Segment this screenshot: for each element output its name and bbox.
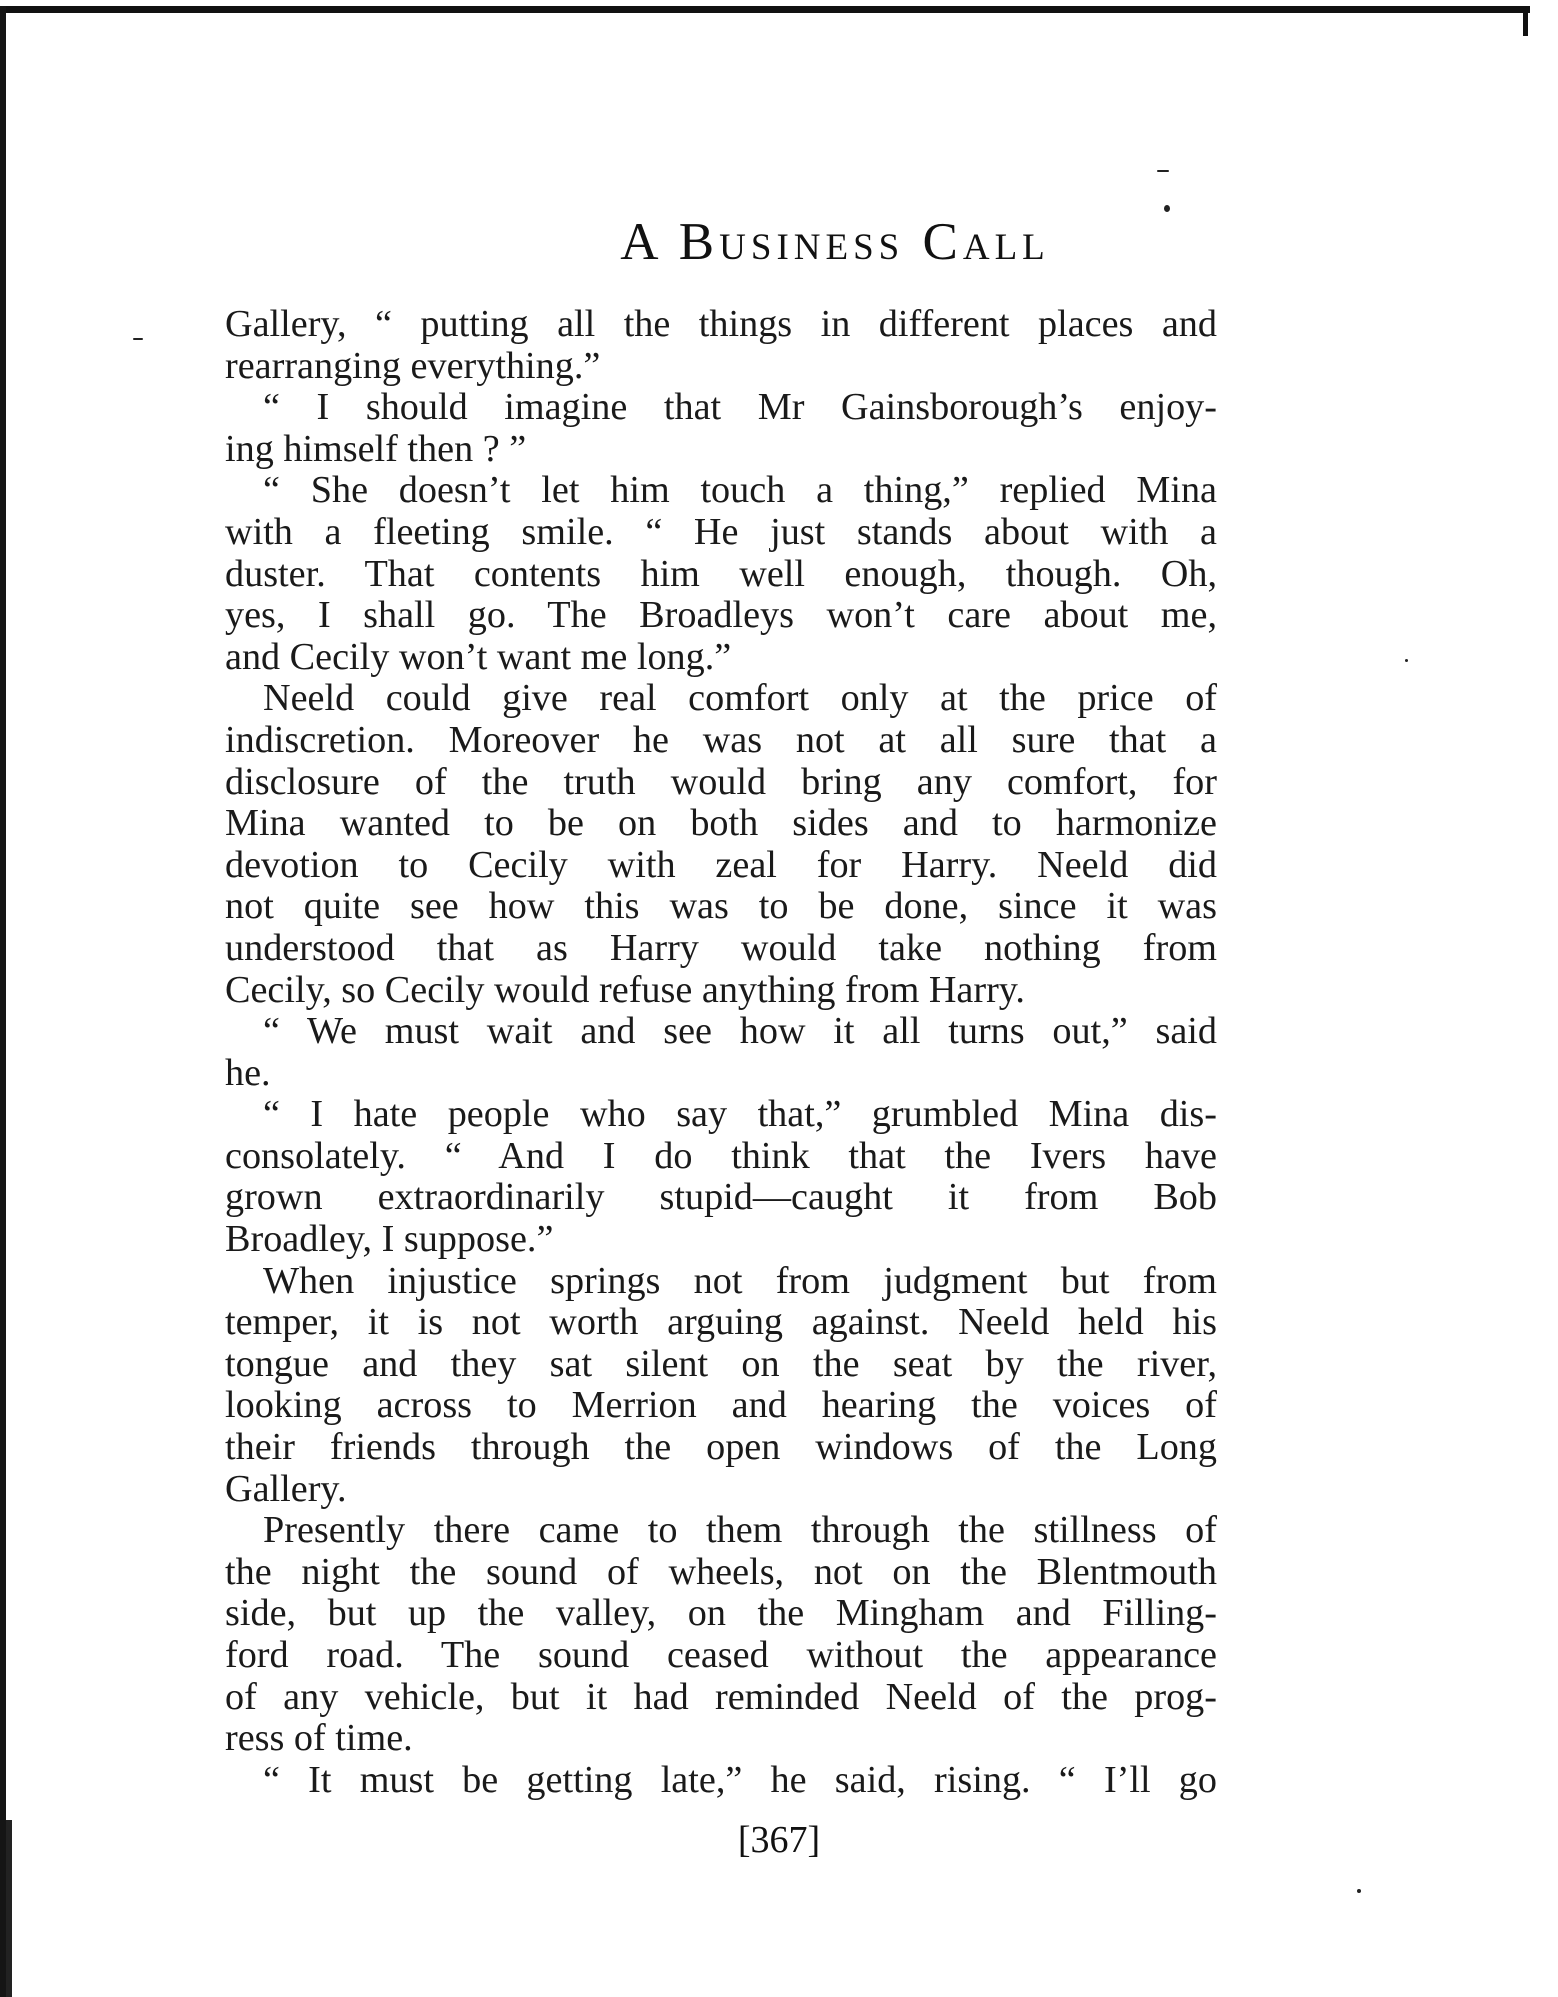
scan-speck <box>1405 659 1408 662</box>
scan-speck <box>1357 1889 1361 1893</box>
text-line: duster. That contents him well enough, though. Oh, <box>225 552 1217 595</box>
text-line: tongue and they sat silent on the seat by the river, <box>225 1342 1217 1385</box>
text-line: disclosure of the truth would bring any comfort, for <box>225 760 1217 803</box>
text-line: “ I should imagine that Mr Gainsborough’s enjoy- <box>263 386 1217 429</box>
text-line: the night the sound of wheels, not on the Blentmouth <box>225 1550 1217 1593</box>
text-line: Broadley, I suppose.” <box>225 1218 554 1261</box>
text-line: ress of time. <box>225 1717 413 1760</box>
text-line: with a fleeting smile. “ He just stands about with a <box>225 510 1217 553</box>
text-line: understood that as Harry would take nothing from <box>225 926 1217 969</box>
text-line: side, but up the valley, on the Mingham and Filling- <box>225 1592 1217 1635</box>
text-line: grown extraordinarily stupid—caught it from Bob <box>225 1176 1217 1219</box>
text-line: looking across to Merrion and hearing the voices of <box>225 1384 1217 1427</box>
text-line: of any vehicle, but it had reminded Neeld of the prog- <box>225 1675 1217 1718</box>
text-line: devotion to Cecily with zeal for Harry. Neeld did <box>225 843 1217 886</box>
top-right-border-corner <box>1523 6 1528 36</box>
text-line: he. <box>225 1051 271 1094</box>
body-text <box>225 304 1217 1801</box>
text-line: Presently there came to them through the stillness of <box>263 1509 1217 1552</box>
text-line: yes, I shall go. The Broadleys won’t care about me, <box>225 594 1217 637</box>
text-line: “ She doesn’t let him touch a thing,” replied Mina <box>263 469 1217 512</box>
text-line: temper, it is not worth arguing against. Neeld held his <box>225 1301 1217 1344</box>
text-line: ford road. The sound ceased without the appearance <box>225 1634 1217 1676</box>
scan-speck <box>1157 170 1169 172</box>
scan-speck <box>1164 205 1170 212</box>
text-line: indiscretion. Moreover he was not at all sure that a <box>225 718 1217 761</box>
text-line: rearranging everything.” <box>225 344 601 387</box>
text-line: When injustice springs not from judgment but from <box>263 1259 1217 1302</box>
text-line: Cecily, so Cecily would refuse anything from Harry. <box>225 968 1025 1011</box>
text-line: Neeld could give real comfort only at the price of <box>263 677 1217 720</box>
text-line: ing himself then ? ” <box>225 427 527 470</box>
top-border-rule <box>0 6 1530 13</box>
text-line: Gallery, “ putting all the things in different places and <box>225 303 1217 345</box>
text-line: Gallery. <box>225 1467 347 1510</box>
text-line: consolately. “ And I do think that the Ivers have <box>225 1134 1217 1177</box>
text-line: their friends through the open windows of the Long <box>225 1426 1217 1469</box>
text-line: “ I hate people who say that,” grumbled Mina dis- <box>263 1093 1217 1136</box>
text-line: “ We must wait and see how it all turns out,” said <box>263 1010 1217 1053</box>
text-line: and Cecily won’t want me long.” <box>225 635 732 678</box>
text-line: “ It must be getting late,” he said, rising. “ I’ll go <box>263 1758 1217 1801</box>
running-head: A Business Call <box>620 213 1050 271</box>
scan-speck <box>133 338 143 340</box>
text-line: not quite see how this was to be done, since it was <box>225 885 1217 928</box>
page-number: [367] <box>737 1819 821 1861</box>
text-line: Mina wanted to be on both sides and to harmonize <box>225 802 1217 845</box>
left-binding-edge <box>0 6 6 1997</box>
